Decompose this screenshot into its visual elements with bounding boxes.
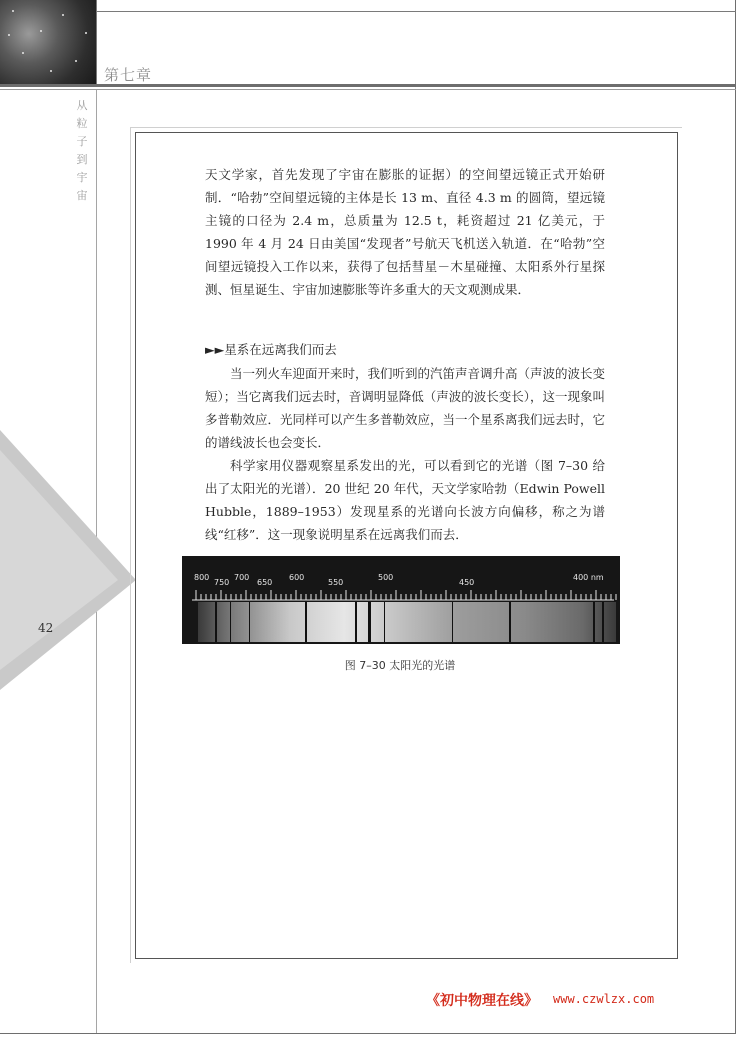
- absorption-line: [249, 602, 250, 642]
- sidebar-title-char: 到: [76, 153, 88, 166]
- absorption-line: [230, 602, 231, 642]
- absorption-line: [602, 602, 604, 642]
- spectrum-band: [198, 602, 616, 642]
- scale-label: 400 nm: [573, 573, 604, 582]
- absorption-line: [215, 602, 217, 642]
- scale-label: 700: [234, 573, 250, 582]
- header-top-line: [96, 11, 736, 12]
- absorption-line: [355, 602, 357, 642]
- absorption-line: [368, 602, 371, 642]
- sidebar-book-title: [75, 97, 89, 205]
- absorption-line: [593, 602, 595, 642]
- scale-label: 550: [328, 578, 344, 587]
- sidebar-title-char: 从: [76, 99, 88, 112]
- scale-label: 500: [378, 573, 394, 582]
- paragraph-hubble: [205, 163, 605, 301]
- paragraph-text: 当一列火车迎面开来时，我们听到的汽笛声音调升高（声波的波长变短）；当它离我们远去时，音调明显降低（声波的波长变长），这一现象叫多普勒效应．光同样可以产生多普勒效应，当一个星系离我们远去时，它的谱线波长也会变长．: [205, 366, 606, 450]
- spectrum-svg: [182, 556, 620, 644]
- sidebar-title-char: 粒: [76, 117, 88, 130]
- galaxy-photo: [0, 0, 96, 84]
- figure-caption: 图 7–30 太阳光的光谱: [344, 659, 456, 672]
- paragraph-text: 天文学家，首先发现了宇宙在膨胀的证据）的空间望远镜正式开始研制．“哈勃”空间望远镜的主体是长 13 m、直径 4.3 m 的圆筒，望远镜主镜的口径为 2.4 m，总质量为 12.5 t，耗资超过 21 亿美元，于 1990 年 4 月 24 日由美国“发现者”号航天飞机送入轨道．在“哈勃”空间望远镜投入工作以来，获得了包括彗星－木星碰撞、太阳系外行星探测、恒星诞生、宇宙加速膨胀等许多重大的天文观测成果．: [205, 167, 605, 297]
- scale-label: 600: [289, 573, 305, 582]
- scale-label: 450: [459, 578, 475, 587]
- paragraph-doppler: [205, 362, 605, 546]
- page-number: 42: [38, 621, 54, 635]
- absorption-line: [384, 602, 385, 642]
- footer-brand: 《初中物理在线》: [426, 993, 538, 1009]
- absorption-line: [509, 602, 511, 642]
- absorption-line: [452, 602, 453, 642]
- absorption-line: [305, 602, 307, 642]
- scale-label: 650: [257, 578, 273, 587]
- footer-url: www.czwlzx.com: [553, 992, 655, 1006]
- chapter-label: 第七章: [104, 66, 153, 84]
- section-heading: ►►星系在远离我们而去: [205, 342, 337, 357]
- header-band-thin: [0, 89, 736, 90]
- scale-label: 800: [194, 573, 210, 582]
- sidebar-title-char: 宇: [76, 171, 88, 184]
- solar-spectrum-figure: [182, 556, 620, 644]
- sidebar-title-char: 子: [76, 135, 88, 148]
- paragraph-text: 科学家用仪器观察星系发出的光，可以看到它的光谱（图 7–30 给出了太阳光的光谱）．20 世纪 20 年代，天文学家哈勃（Edwin Powell Hubble，1889–1953）发现星系的光谱向长波方向偏移，称之为谱线“红移”．这一现象说明星系在远离我们而去．: [205, 458, 605, 542]
- scale-label: 750: [214, 578, 230, 587]
- header-vertical-line: [96, 0, 97, 84]
- decorative-wedge: [0, 430, 136, 690]
- sidebar-title-char: 宙: [76, 189, 88, 202]
